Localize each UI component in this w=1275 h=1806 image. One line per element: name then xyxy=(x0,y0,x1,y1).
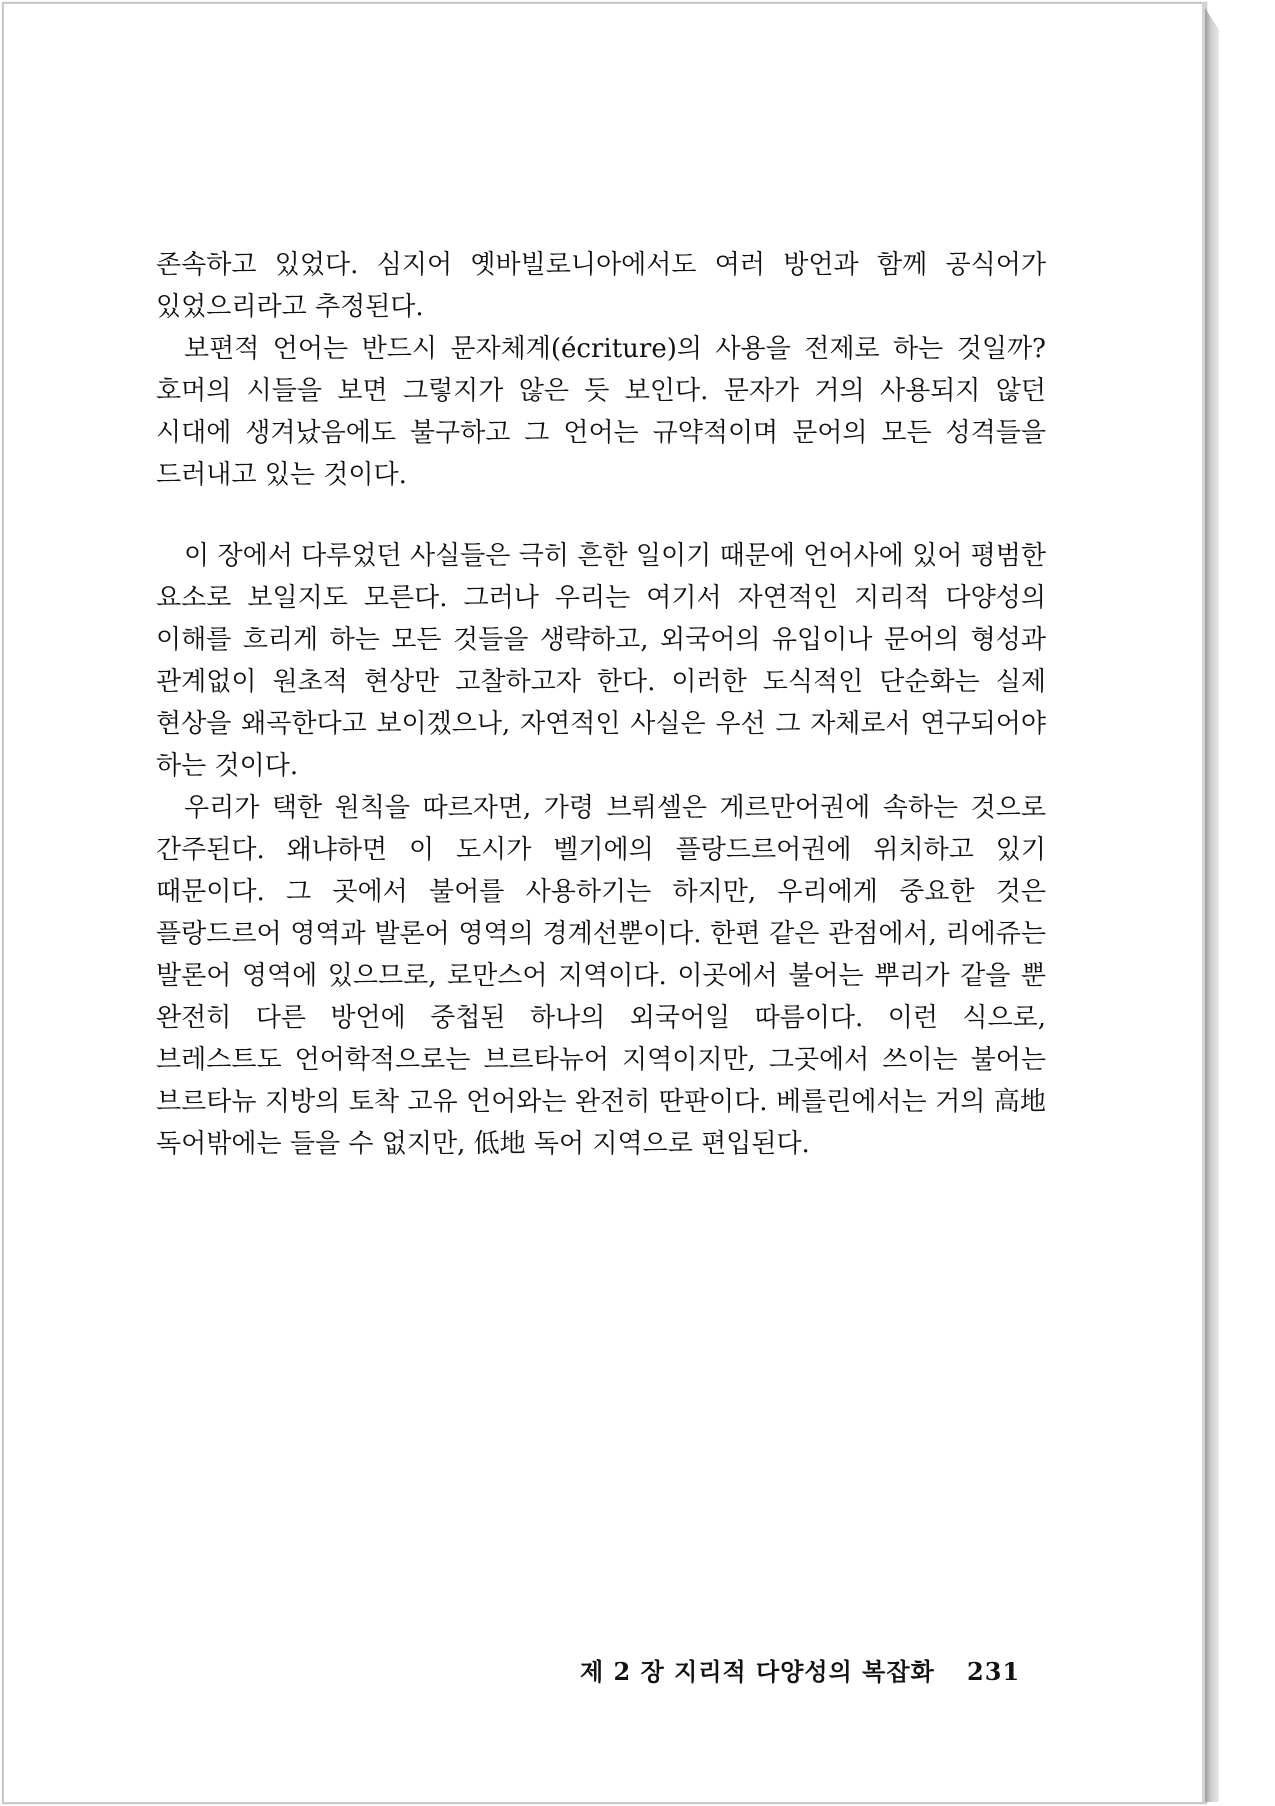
running-footer xyxy=(580,1652,1040,1687)
paragraph-examples: 우리가 택한 원칙을 따르자면, 가령 브뤼셀은 게르만어권에 속하는 것으로 간주된다. 왜냐하면 이 도시가 벨기에의 플랑드르어권에 위치하고 있기 때문이다. 그 곳에서 불어를 사용하기는 하지만, 우리에게 중요한 것은 플랑드르어 영역과 발론어 영역의 경계선뿐이다. 한편 같은 관점에서, 리에쥬는 발론어 영역에 있으므로, 로만스어 지역이다. 이곳에서 불어는 뿌리가 같을 뿐 완전히 다른 방언에 중첩된 하나의 외국어일 따름이다. 이런 식으로, 브레스트도 언어학적으로는 브르타뉴어 지역이지만, 그곳에서 쓰이는 불어는 브르타뉴 지방의 토착 고유 언어와는 완전히 딴판이다. 베를린에서는 거의 高地 독어밖에는 들을 수 없지만, 低地 독어 지역으로 편입된다. xyxy=(156,793,1046,1159)
text-section-top xyxy=(156,244,1046,496)
paragraph-universal-language: 보편적 언어는 반드시 문자체계(écriture)의 사용을 전제로 하는 것일까? 호머의 시들을 보면 그렇지가 않은 듯 보인다. 문자가 거의 사용되지 않던 시대에 생겨났음에도 불구하고 그 언어는 규약적이며 문어의 모든 성격들을 드러내고 있는 것이다. xyxy=(156,334,1046,490)
text-section-main xyxy=(156,535,1046,1165)
chapter-title: 제 2 장 지리적 다양성의 복잡화 xyxy=(580,1657,935,1686)
paragraph-simplification: 이 장에서 다루었던 사실들은 극히 흔한 일이기 때문에 언어사에 있어 평범한 요소로 보일지도 모른다. 그러나 우리는 여기서 자연적인 지리적 다양성의 이해를 흐리게 하는 모든 것들을 생략하고, 외국어의 유입이나 문어의 형성과 관계없이 원초적 현상만 고찰하고자 한다. 이러한 도식적인 단순화는 실제 현상을 왜곡한다고 보이겠으나, 자연적인 사실은 우선 그 자체로서 연구되어야 하는 것이다. xyxy=(156,541,1046,781)
page-number: 231 xyxy=(967,1657,1021,1686)
paragraph-continuation: 존속하고 있었다. 심지어 옛바빌로니아에서도 여러 방언과 함께 공식어가 있었으리라고 추정된다. xyxy=(156,250,1046,322)
page-stack-edge xyxy=(1205,8,1219,1802)
